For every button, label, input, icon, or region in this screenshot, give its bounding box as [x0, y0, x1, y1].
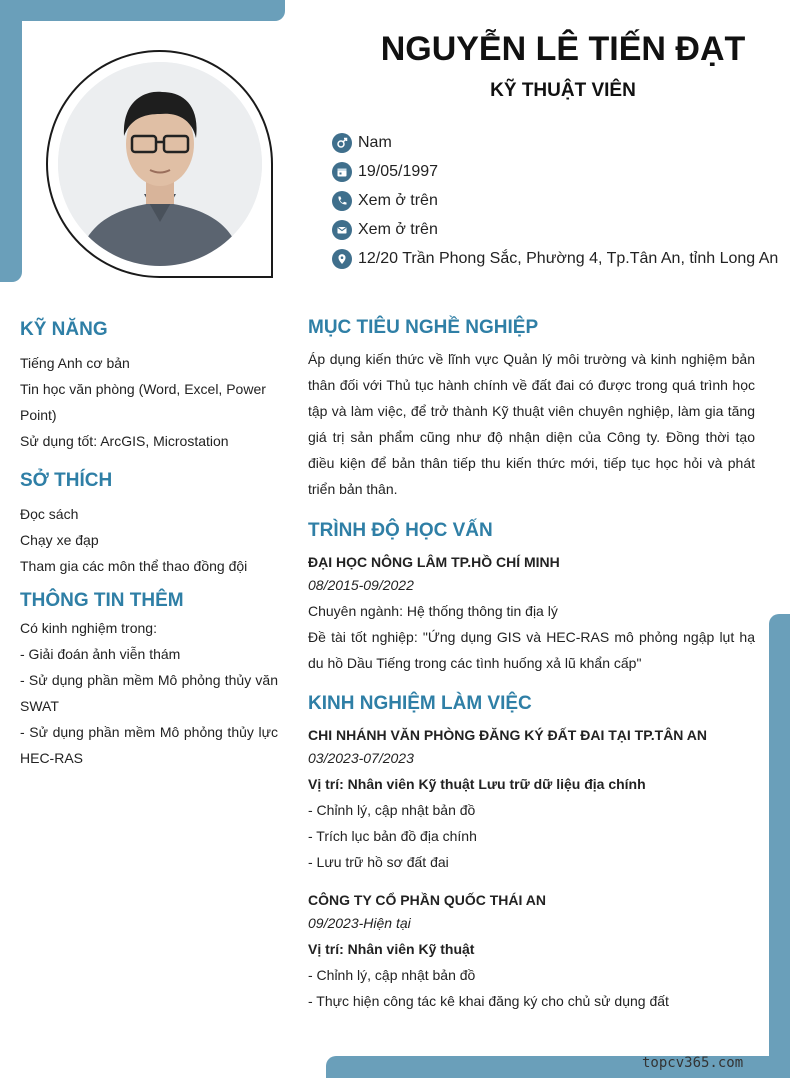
contact-gender-text: Nam — [358, 133, 392, 151]
skills-heading: KỸ NĂNG — [20, 319, 108, 340]
education-block — [308, 549, 755, 676]
extra-info-item: - Giải đoán ảnh viễn thám — [20, 646, 181, 662]
contact-address — [332, 244, 778, 273]
contact-birthday-text: 19/05/1997 — [358, 162, 439, 180]
education-period: 08/2015-09/2022 — [308, 577, 414, 593]
contact-email — [332, 215, 778, 244]
portrait-image — [58, 62, 262, 266]
avatar-frame — [46, 50, 273, 278]
location-icon — [332, 249, 352, 269]
education-school: ĐẠI HỌC NÔNG LÂM TP.HỒ CHÍ MINH — [308, 554, 560, 570]
extra-info-heading: THÔNG TIN THÊM — [20, 590, 184, 611]
extra-info-item: - Sử dụng phần mềm Mô phỏng thủy văn SWAT — [20, 672, 278, 714]
decor-bar-right — [769, 614, 790, 1078]
education-major: Chuyên ngành: Hệ thống thông tin địa lý — [308, 603, 558, 619]
hobbies-heading: SỞ THÍCH — [20, 470, 113, 491]
contact-phone-text: Xem ở trên — [358, 191, 438, 209]
hobbies-list — [20, 501, 278, 579]
contact-email-text: Xem ở trên — [358, 220, 438, 238]
calendar-icon — [332, 162, 352, 182]
candidate-name: NGUYỄN LÊ TIẾN ĐẠT — [380, 30, 746, 68]
extra-info-item: - Sử dụng phần mềm Mô phỏng thủy lực HEC-RAS — [20, 724, 278, 766]
contact-birthday — [332, 157, 778, 186]
email-icon — [332, 220, 352, 240]
job-task: - Trích lục bản đồ địa chính — [308, 828, 477, 844]
contact-list — [332, 128, 778, 273]
skill-item: Tiếng Anh cơ bản — [20, 355, 130, 371]
job-period: 09/2023-Hiện tại — [308, 915, 411, 931]
objective-heading: MỤC TIÊU NGHỀ NGHIỆP — [308, 317, 539, 338]
job-position: Vị trí: Nhân viên Kỹ thuật — [308, 941, 475, 957]
gender-icon — [332, 133, 352, 153]
job-task: - Thực hiện công tác kê khai đăng ký cho chủ sử dụng đất — [308, 993, 669, 1009]
objective-text: Áp dụng kiến thức về lĩnh vực Quản lý môi trường và kinh nghiệm bản thân đối với Thủ tục hành chính về đất đai có được trong quá trình học tập và làm việc, để trở thành Kỹ thuật viên chuyên nghiệp, làm gia tăng giá trị sản phẩm cũng như độ nhận diện của Công ty. Đồng thời tạo điều kiện để bản thân tiếp thu kiến thức mới, tiếp tục học hỏi và phát triển bản thân. — [308, 351, 755, 497]
decor-bar-top — [0, 0, 285, 21]
decor-bar-left — [0, 0, 22, 282]
avatar — [58, 62, 262, 266]
extra-info-list — [20, 615, 278, 771]
contact-gender — [332, 128, 778, 157]
candidate-role: KỸ THUẬT VIÊN — [490, 80, 636, 101]
footer-watermark-url: topcv365.com — [642, 1055, 744, 1071]
education-heading: TRÌNH ĐỘ HỌC VẤN — [308, 520, 493, 541]
contact-address-text: 12/20 Trần Phong Sắc, Phường 4, Tp.Tân An, tỉnh Long An — [358, 249, 779, 267]
job-company: CÔNG TY CỔ PHẦN QUỐC THÁI AN — [308, 892, 547, 908]
job-position: Vị trí: Nhân viên Kỹ thuật Lưu trữ dữ liệu địa chính — [308, 776, 646, 792]
skills-list — [20, 350, 278, 454]
hobby-item: Tham gia các môn thể thao đồng đội — [20, 558, 248, 574]
job-task: - Chỉnh lý, cập nhật bản đồ — [308, 967, 476, 983]
hobby-item: Đọc sách — [20, 506, 79, 522]
job-entry — [308, 722, 755, 875]
hobby-item: Chạy xe đạp — [20, 532, 99, 548]
skill-item: Sử dụng tốt: ArcGIS, Microstation — [20, 433, 229, 449]
experience-heading: KINH NGHIỆM LÀM VIỆC — [308, 693, 532, 714]
job-entry — [308, 887, 755, 1014]
job-task: - Chỉnh lý, cập nhật bản đồ — [308, 802, 476, 818]
contact-phone — [332, 186, 778, 215]
phone-icon — [332, 191, 352, 211]
education-thesis: Đề tài tốt nghiệp: "Ứng dụng GIS và HEC-RAS mô phỏng ngập lụt hạ du hồ Dầu Tiếng trong các tình huống xả lũ khẩn cấp" — [308, 629, 755, 671]
job-company: CHI NHÁNH VĂN PHÒNG ĐĂNG KÝ ĐẤT ĐAI TẠI TP.TÂN AN — [308, 727, 708, 743]
skill-item: Tin học văn phòng (Word, Excel, Power Point) — [20, 381, 266, 423]
job-task: - Lưu trữ hồ sơ đất đai — [308, 854, 449, 870]
job-period: 03/2023-07/2023 — [308, 750, 414, 766]
extra-info-intro: Có kinh nghiệm trong: — [20, 620, 157, 636]
